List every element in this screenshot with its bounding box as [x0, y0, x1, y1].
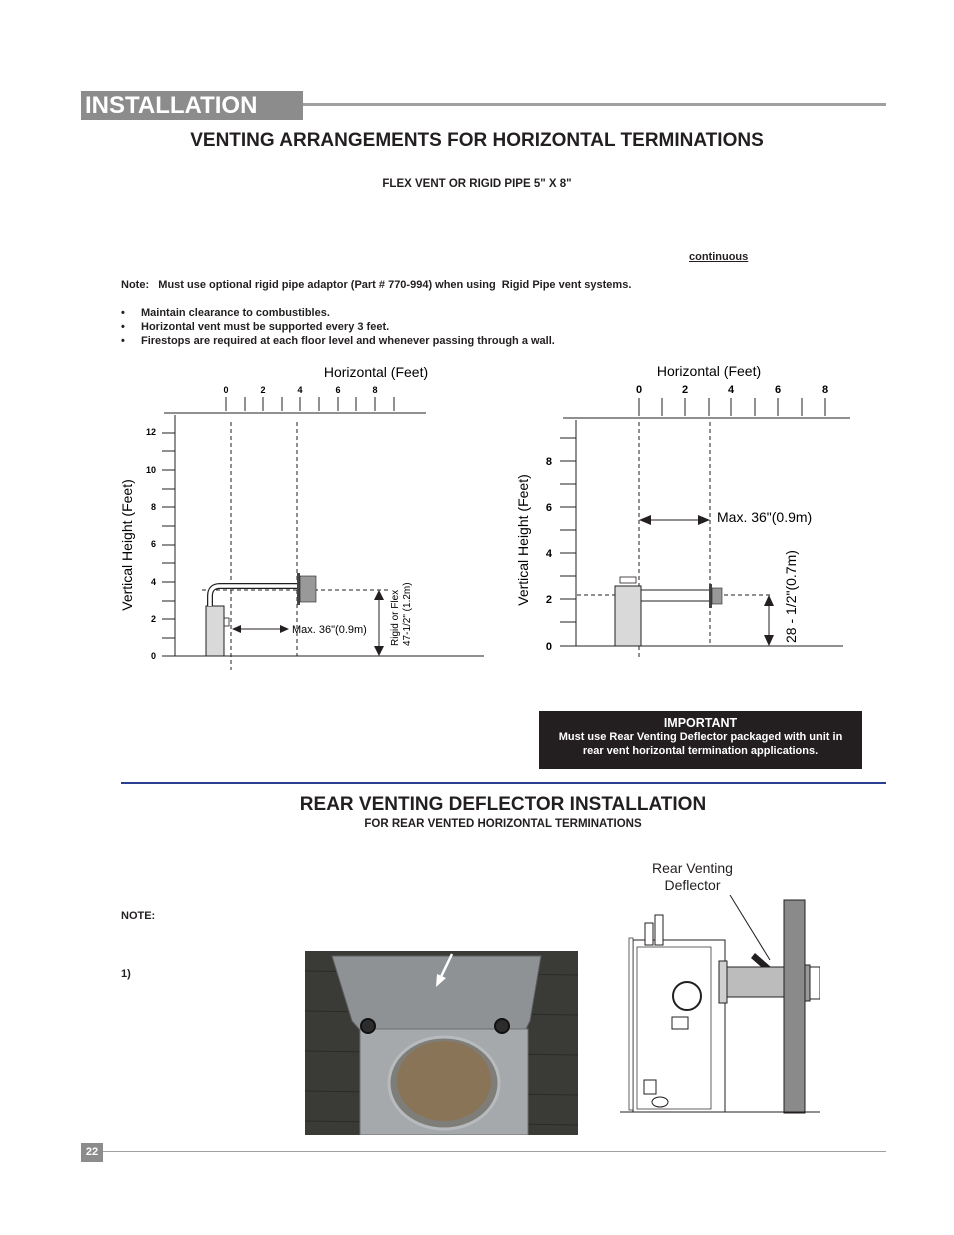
- y-tick-label: 6: [150, 539, 156, 549]
- venting-subtitle: FLEX VENT OR RIGID PIPE 5" X 8": [382, 178, 572, 190]
- x-tick-label: 6: [335, 385, 341, 395]
- section-banner: INSTALLATION: [81, 91, 303, 120]
- footer-rule: [103, 1151, 886, 1152]
- list-item: • Maintain clearance to combustibles.: [121, 306, 555, 320]
- list-item: • Firestops are required at each floor level and whenever passing through a wall.: [121, 334, 555, 348]
- rear-vent-side-view: [620, 895, 820, 1120]
- fireplace-unit: [615, 586, 641, 646]
- rise-label-2: 47-1/2" (1.2m): [402, 582, 413, 646]
- rise-label: 28 - 1/2"(0.7m): [783, 550, 799, 643]
- right-vent-diagram: [505, 360, 865, 660]
- y-axis-title: Vertical Height (Feet): [515, 474, 531, 606]
- x-tick-label: 2: [260, 385, 266, 395]
- header-rule: [303, 103, 886, 106]
- x-tick-label: 0: [635, 384, 643, 396]
- callout-line-1: Rear Venting: [652, 860, 733, 876]
- x-tick-label: 2: [681, 384, 689, 396]
- y-tick-label: 0: [150, 651, 156, 661]
- y-tick-label: 8: [545, 456, 552, 468]
- y-tick-label: 0: [545, 641, 552, 653]
- vent-termination: [300, 576, 316, 602]
- deflector-callout: [620, 860, 765, 894]
- y-axis-title: Vertical Height (Feet): [119, 479, 135, 611]
- y-tick-label: 12: [145, 427, 156, 437]
- page-number: 22: [81, 1143, 103, 1162]
- y-tick-label: 2: [150, 614, 156, 624]
- vent-termination: [712, 588, 722, 604]
- x-tick-label: 6: [774, 384, 782, 396]
- x-axis-title: Horizontal (Feet): [323, 364, 429, 380]
- note-text: Note: Must use optional rigid pipe adaptor (Part # 770-994) when using Rigid Pipe vent systems.: [121, 279, 632, 291]
- step-1-label: 1): [121, 968, 131, 980]
- x-tick-label: 8: [821, 384, 829, 396]
- important-line-2: rear vent horizontal termination applications.: [582, 745, 819, 757]
- deflector-subtitle: FOR REAR VENTED HORIZONTAL TERMINATIONS: [364, 818, 642, 830]
- deflector-title: REAR VENTING DEFLECTOR INSTALLATION: [299, 794, 707, 815]
- rise-label-1: Rigid or Flex: [390, 589, 401, 646]
- venting-title: VENTING ARRANGEMENTS FOR HORIZONTAL TERMINATIONS: [190, 130, 764, 151]
- note-label: NOTE:: [121, 910, 156, 922]
- max-horizontal-label: Max. 36"(0.9m): [717, 509, 813, 525]
- continuous-text: continuous: [689, 251, 749, 263]
- x-tick-label: 8: [372, 385, 378, 395]
- deflector-photo: [305, 951, 578, 1135]
- y-tick-label: 4: [545, 548, 552, 560]
- x-tick-label: 4: [727, 384, 735, 396]
- section-divider: [121, 782, 886, 784]
- important-notice: [539, 711, 862, 769]
- requirements-list: [121, 306, 555, 348]
- x-tick-label: 4: [297, 385, 303, 395]
- y-tick-label: 10: [145, 465, 156, 475]
- list-item: • Horizontal vent must be supported every 3 feet.: [121, 320, 555, 334]
- y-tick-label: 8: [150, 502, 156, 512]
- wall-section: [784, 900, 805, 1113]
- fireplace-unit: [206, 606, 224, 656]
- y-tick-label: 4: [150, 577, 156, 587]
- callout-line-2: Deflector: [664, 877, 721, 893]
- x-tick-label: 0: [223, 385, 229, 395]
- important-title: IMPORTANT: [663, 716, 738, 730]
- important-line-1: Must use Rear Venting Deflector packaged with unit in: [558, 731, 843, 743]
- left-vent-diagram: [110, 360, 500, 675]
- y-tick-label: 6: [545, 502, 552, 514]
- x-axis-title: Horizontal (Feet): [656, 363, 762, 379]
- max-horizontal-label: Max. 36"(0.9m): [292, 624, 367, 636]
- y-tick-label: 2: [545, 594, 552, 606]
